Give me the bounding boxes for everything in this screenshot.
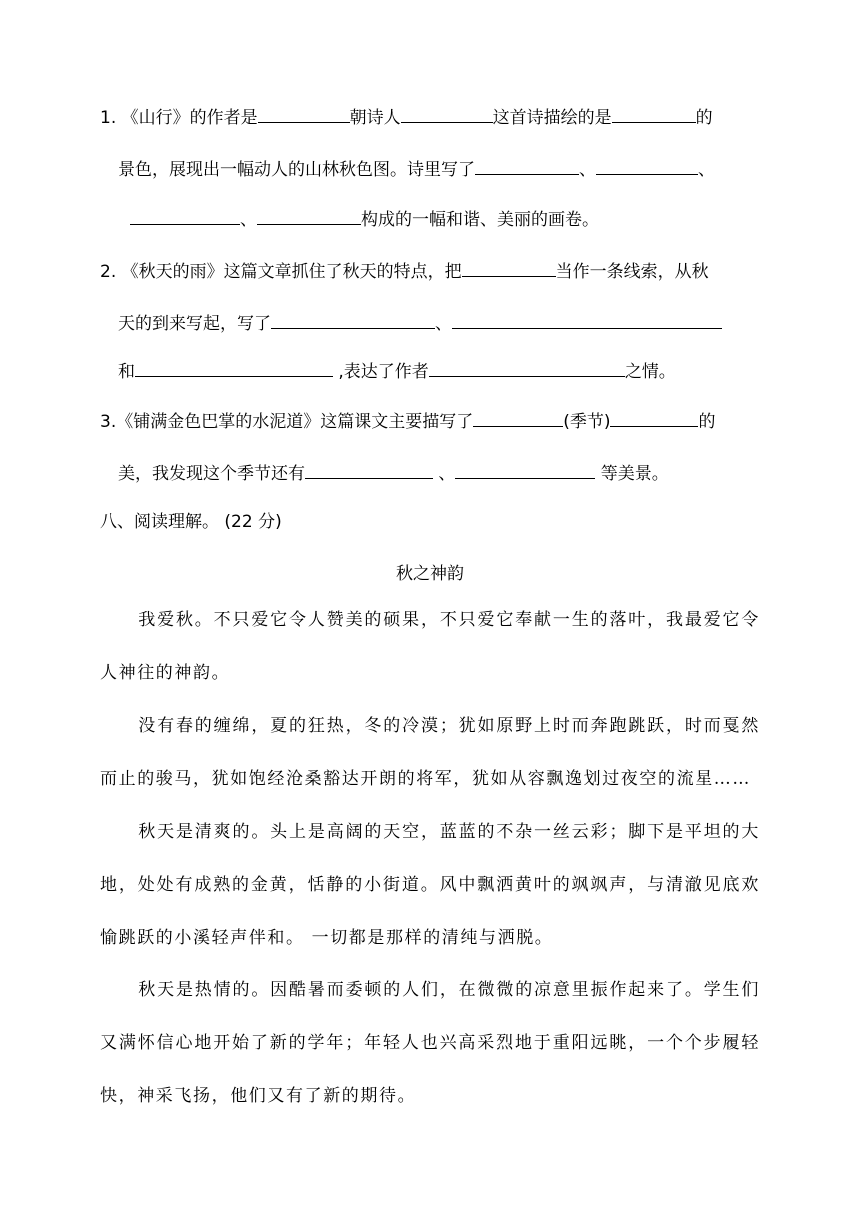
q1-text: 景色，展现出一幅动人的山林秋色图。诗里写了 (118, 160, 475, 180)
q1-line-2 (118, 156, 715, 182)
q1-text: 朝诗人 (349, 108, 401, 128)
answer-blank[interactable] (462, 258, 556, 277)
answer-blank[interactable] (452, 310, 722, 329)
answer-blank[interactable] (271, 310, 435, 329)
q3-text: (季节) (563, 412, 611, 432)
answer-blank[interactable] (610, 408, 698, 427)
answer-blank[interactable] (130, 206, 240, 225)
answer-blank[interactable] (401, 104, 493, 123)
section-heading: 八、阅读理解。 (22 分) (100, 512, 282, 532)
article-title: 秋之神韵 (396, 564, 464, 584)
q3-text: 3.《铺满金色巴掌的水泥道》这篇课文主要描写了 (100, 412, 474, 432)
q1-text: 、 (698, 160, 715, 180)
q1-text: 1. 《山行》的作者是 (100, 108, 258, 128)
answer-blank[interactable] (429, 358, 625, 377)
article-paragraph (100, 700, 760, 806)
q1-text: 、 (579, 160, 596, 180)
article-paragraph (100, 594, 760, 700)
q1-text: 的 (695, 108, 713, 128)
answer-blank[interactable] (135, 358, 333, 377)
q1-text: 构成的一幅和谐、美丽的画卷。 (361, 210, 599, 230)
q2-text: 之情。 (624, 362, 676, 382)
q2-line-1 (100, 258, 709, 284)
q3-text: 的 (698, 412, 716, 432)
answer-blank[interactable] (596, 156, 698, 175)
q3-text: 等美景。 (595, 464, 669, 484)
q2-text: 、 (435, 314, 452, 334)
answer-blank[interactable] (258, 104, 350, 123)
paragraph-text: 秋天是清爽的。头上是高阔的天空，蓝蓝的不杂一丝云彩；脚下是平坦的大地，处处有成熟的金黄，恬静的小街道。风中飘洒黄叶的飒飒声，与清澈见底欢愉跳跃的小溪轻声伴和。 一切都是那样的清纯与洒脱。 (100, 822, 760, 948)
q3-text: 、 (433, 464, 456, 484)
q2-text: 和 (118, 362, 135, 382)
q2-text: 天的到来写起，写了 (118, 314, 271, 334)
article-paragraph (100, 806, 760, 965)
q3-line-2 (118, 460, 669, 486)
q1-line-3 (130, 206, 599, 232)
q3-text: 美，我发现这个季节还有 (118, 464, 305, 484)
answer-blank[interactable] (612, 104, 696, 123)
paragraph-text: 没有春的缠绵，夏的狂热，冬的冷漠；犹如原野上时而奔跑跳跃，时而戛然而止的骏马，犹如饱经沧桑豁达开朗的将军，犹如从容飘逸划过夜空的流星…… (100, 716, 760, 789)
q1-text: 这首诗描绘的是 (492, 108, 612, 128)
answer-blank[interactable] (473, 408, 563, 427)
q2-text: ,表达了作者 (333, 362, 429, 382)
q1-line-1 (100, 104, 713, 130)
paragraph-text: 我爱秋。不只爱它令人赞美的硕果，不只爱它奉献一生的落叶，我最爱它令人神往的神韵。 (100, 610, 760, 683)
q3-line-1 (100, 408, 715, 434)
answer-blank[interactable] (257, 206, 361, 225)
paragraph-text: 秋天是热情的。因酷暑而委顿的人们，在微微的凉意里振作起来了。学生们又满怀信心地开始了新的学年；年轻人也兴高采烈地于重阳远眺，一个个步履轻快，神采飞扬，他们又有了新的期待。 (100, 980, 760, 1106)
answer-blank[interactable] (475, 156, 579, 175)
article-paragraph (100, 964, 760, 1123)
q2-line-3 (118, 358, 676, 384)
q2-line-2 (118, 310, 722, 336)
answer-blank[interactable] (455, 460, 595, 479)
q1-text: 、 (240, 210, 257, 230)
q2-text: 当作一条线索，从秋 (555, 262, 709, 282)
answer-blank[interactable] (305, 460, 433, 479)
q2-text: 2. 《秋天的雨》这篇文章抓住了秋天的特点，把 (100, 262, 462, 282)
